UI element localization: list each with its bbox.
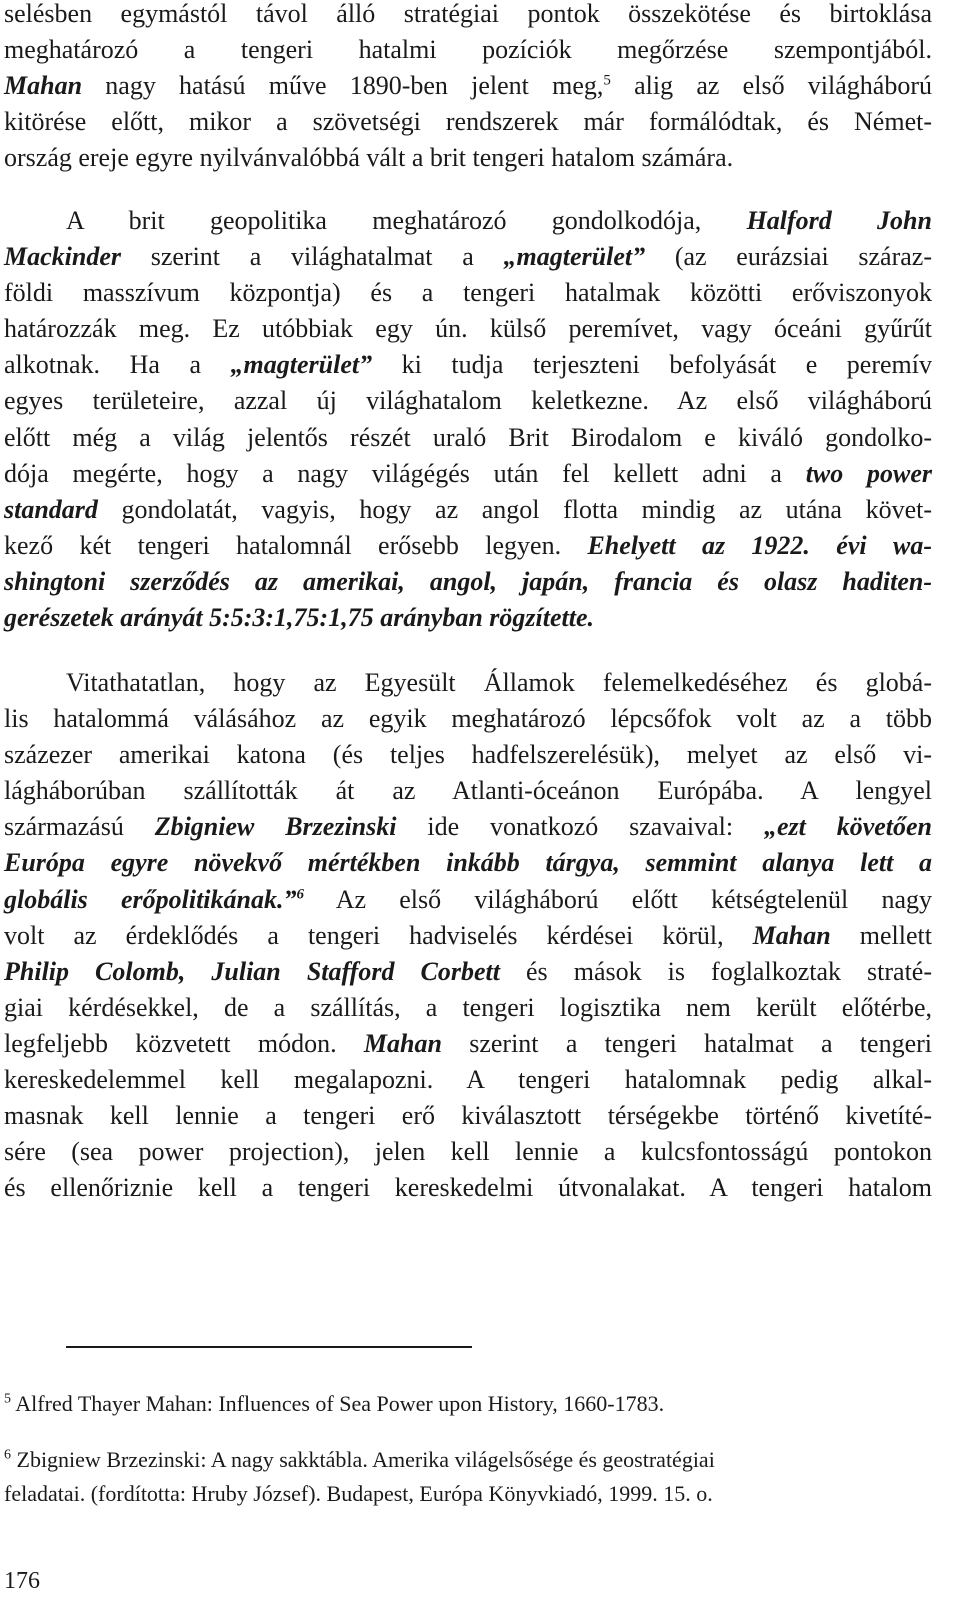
emphasis-sentence: shingtoni szerződés az amerikai, angol, japán, francia és olasz haditen- bbox=[4, 566, 932, 596]
footnote-6 bbox=[4, 1443, 932, 1511]
text-run: származású bbox=[4, 812, 155, 842]
text-run: kező két tengeri hatalomnál erősebb legyen. bbox=[4, 530, 588, 560]
text-run: szerint a világhatalmat a bbox=[121, 242, 504, 272]
text-line: kereskedelemmel kell megalapozni. A tengeri hatalomnak pedig alkal- bbox=[4, 1065, 932, 1095]
text-run: alig az első világháború bbox=[610, 71, 932, 101]
text-line bbox=[4, 68, 932, 104]
text-run: Vitathatatlan, hogy az Egyesült Államok felemelkedéséhez és globá- bbox=[66, 668, 932, 697]
footnote-text: Alfred Thayer Mahan: Influences of Sea Power upon History, 1660-1783. bbox=[15, 1391, 665, 1416]
text-line bbox=[4, 954, 932, 990]
text-line: ország ereje egyre nyilvánvalóbbá vált a brit tengeri hatalom számára. bbox=[4, 143, 734, 173]
quotation: „ezt követően bbox=[763, 812, 932, 842]
text-line: meghatározó a tengeri hatalmi pozíciók megőrzése szempontjából. bbox=[4, 35, 932, 65]
quotation: globális erőpolitikának.” bbox=[4, 884, 297, 914]
text-line bbox=[4, 918, 932, 954]
text-line bbox=[4, 564, 932, 600]
text-line: sére (sea power projection), jelen kell lennie a kulcsfontosságú pontokon bbox=[4, 1137, 932, 1167]
footnote-number: 6 bbox=[4, 1447, 11, 1463]
emphasis-term: „magterület” bbox=[230, 350, 373, 380]
text-line bbox=[4, 456, 932, 492]
text-line: előtt még a világ jelentős részét uraló Brit Birodalom e kiváló gondolko- bbox=[4, 422, 932, 452]
author-name: Mahan bbox=[752, 920, 831, 950]
text-run: Az első világháború előtt kétségtelenül nagy bbox=[304, 884, 932, 914]
text-run: legfeljebb közvetett módon. bbox=[4, 1028, 364, 1058]
text-line: selésben egymástól távol álló stratégiai pontok összekötése és birtoklása bbox=[4, 0, 932, 28]
emphasis-sentence: Ehelyett az 1922. évi wa- bbox=[587, 530, 932, 560]
footnote-number: 5 bbox=[4, 1391, 11, 1407]
text-line bbox=[4, 600, 932, 636]
emphasis-sentence: gerészetek arányát 5:5:3:1,75:1,75 arányban rögzítette. bbox=[4, 603, 595, 633]
author-name: Philip Colomb, Julian Stafford Corbett bbox=[4, 956, 500, 986]
footnote-5 bbox=[4, 1387, 932, 1421]
text-run: nagy hatású műve 1890-ben jelent meg, bbox=[82, 71, 604, 101]
text-line bbox=[4, 347, 932, 383]
page-number: 176 bbox=[4, 1568, 40, 1594]
author-name: Halford John bbox=[746, 206, 932, 235]
text-run: ide vonatkozó szavaival: bbox=[396, 812, 764, 842]
paragraph-3 bbox=[4, 665, 932, 1206]
text-run: és mások is foglalkoztak straté- bbox=[499, 956, 933, 986]
text-line: határozzák meg. Ez utóbbiak egy ún. külső peremívet, vagy óceáni gyűrűt bbox=[4, 314, 932, 344]
author-name: Mahan bbox=[363, 1028, 442, 1058]
text-line: lis hatalommá válásához az egyik meghatározó lépcsőfok volt az a több bbox=[4, 704, 932, 734]
text-line bbox=[4, 809, 932, 845]
text-line bbox=[4, 845, 932, 881]
text-line: és ellenőriznie kell a tengeri kereskedelmi útvonalakat. A tengeri hatalom bbox=[4, 1173, 932, 1203]
footnote-text: feladatai. (fordította: Hruby József). Budapest, Európa Könyvkiadó, 1999. 15. o. bbox=[4, 1481, 713, 1506]
author-name: Zbigniew Brzezinski bbox=[154, 812, 397, 842]
paragraph-2 bbox=[4, 203, 932, 636]
text-line: kitörése előtt, mikor a szövetségi rendszerek már formálódtak, és Német- bbox=[4, 107, 932, 137]
text-line bbox=[4, 882, 932, 918]
paragraph-1 bbox=[4, 0, 932, 176]
quotation: Európa egyre növekvő mértékben inkább tárgya, semmint alanya lett a bbox=[4, 848, 932, 878]
text-run: A brit geopolitika meghatározó gondolkodója, bbox=[66, 206, 747, 235]
text-line: lágháborúban szállították át az Atlanti-óceánon Európába. A lengyel bbox=[4, 776, 932, 806]
footnote-separator bbox=[66, 1346, 472, 1348]
text-run: alkotnak. Ha a bbox=[4, 350, 231, 380]
text-run: gondolatát, vagyis, hogy az angol flotta mindig az utána követ- bbox=[97, 494, 932, 524]
text-line bbox=[4, 203, 932, 239]
author-name: Mackinder bbox=[4, 242, 121, 272]
text-line bbox=[4, 492, 932, 528]
footnote-ref-5: 5 bbox=[603, 72, 611, 89]
text-line: egyes területeire, azzal új világhatalom keletkezne. Az első világháború bbox=[4, 386, 932, 416]
author-name: Mahan bbox=[4, 71, 83, 101]
text-line bbox=[4, 1026, 932, 1062]
text-run: ki tudja terjeszteni befolyását e peremív bbox=[372, 350, 932, 380]
emphasis-term: two power bbox=[805, 458, 932, 488]
footnote-text: Zbigniew Brzezinski: A nagy sakktábla. Amerika világelsősége és geostratégiai bbox=[16, 1447, 715, 1472]
text-run: dója megérte, hogy a nagy világégés után fel kellett adni a bbox=[4, 458, 806, 488]
footnote-ref-6: 6 bbox=[296, 885, 304, 902]
text-run: szerint a tengeri hatalmat a tengeri bbox=[441, 1028, 932, 1058]
text-line bbox=[4, 665, 932, 701]
text-line: százezer amerikai katona (és teljes hadfelszerelésük), melyet az első vi- bbox=[4, 740, 932, 770]
document-page bbox=[4, 0, 932, 1606]
emphasis-term: standard bbox=[4, 494, 98, 524]
text-run: mellett bbox=[830, 920, 932, 950]
text-run: volt az érdeklődés a tengeri hadviselés kérdései körül, bbox=[4, 920, 753, 950]
text-line: földi masszívum központja) és a tengeri hatalmak közötti erőviszonyok bbox=[4, 278, 932, 308]
emphasis-term: „magterület” bbox=[503, 242, 646, 272]
text-run: (az eurázsiai száraz- bbox=[645, 242, 932, 272]
text-line bbox=[4, 239, 932, 275]
text-line: masnak kell lennie a tengeri erő kiválasztott térségekbe történő kivetíté- bbox=[4, 1101, 932, 1131]
text-line: giai kérdésekkel, de a szállítás, a tengeri logisztika nem került előtérbe, bbox=[4, 992, 932, 1022]
text-line bbox=[4, 528, 932, 564]
